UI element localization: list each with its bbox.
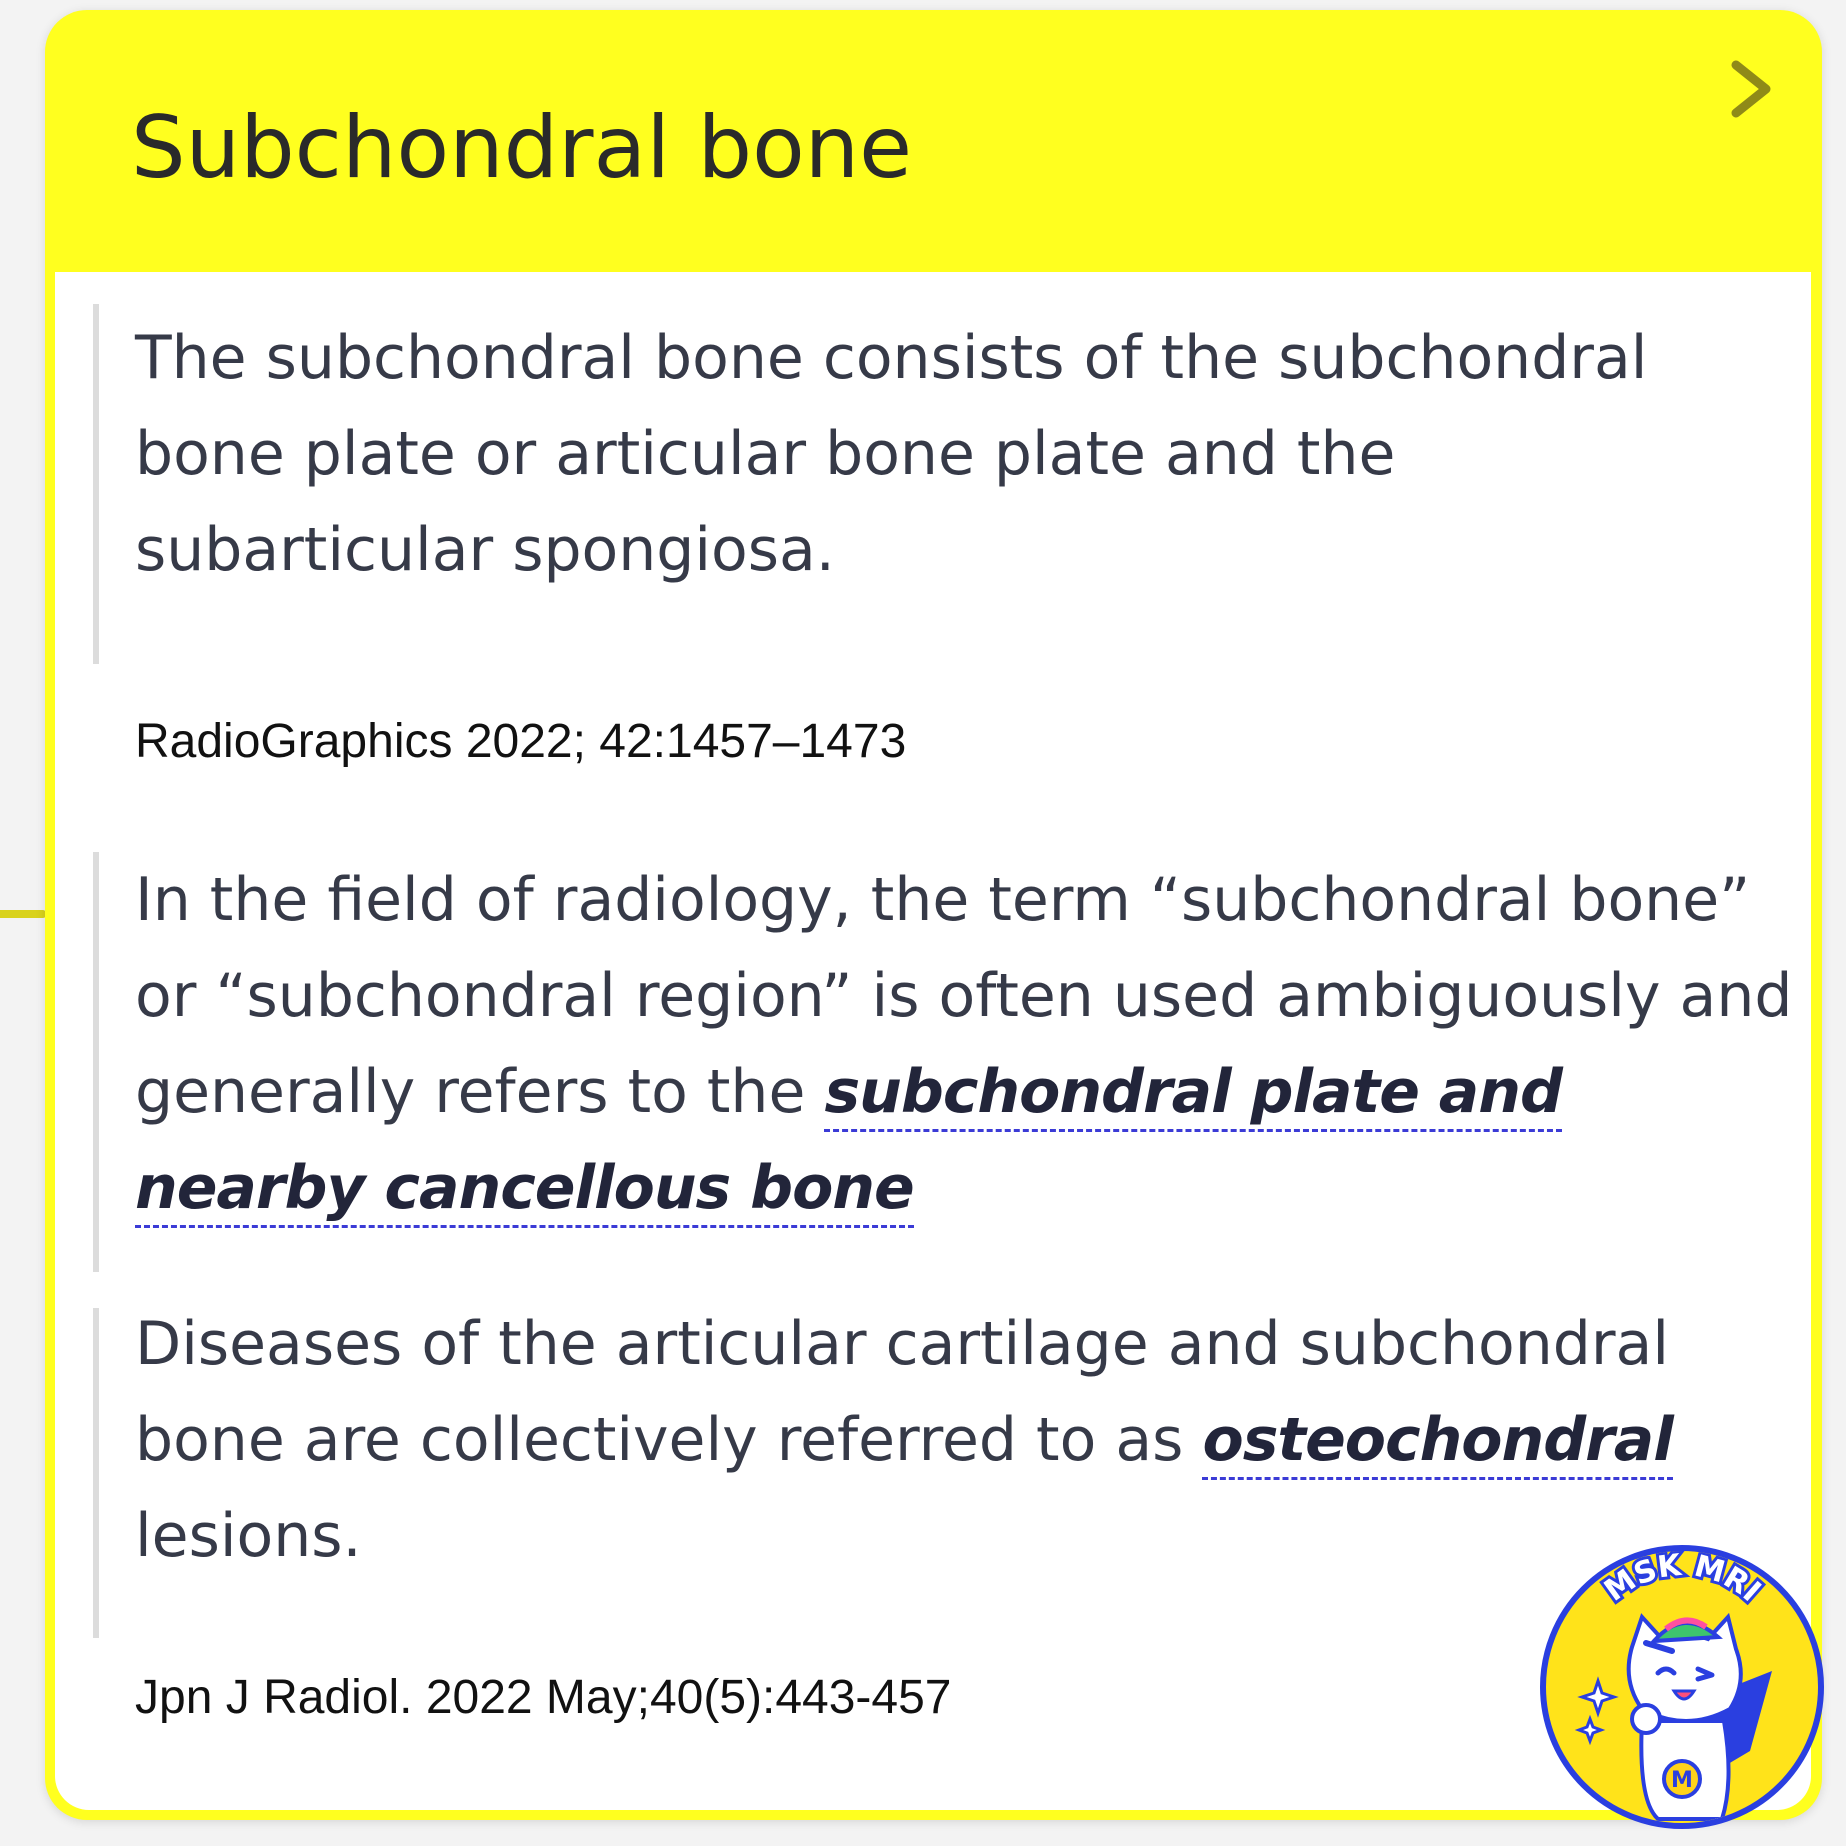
emphasis-text: osteochondral: [1202, 1405, 1672, 1480]
quote-text: [135, 1296, 1793, 1584]
card-header: [45, 10, 1822, 272]
card-body: [55, 272, 1811, 1810]
expand-button[interactable]: [1716, 48, 1786, 130]
connector-line: [0, 910, 46, 918]
card-title: Subchondral bone: [131, 98, 913, 198]
note-card: [45, 10, 1822, 1820]
cat-mascot-icon: [1546, 1551, 1818, 1823]
quote-text: [135, 852, 1793, 1236]
quote-text-part: In the field of radiology, the term “subchondral bone” or “subchondral region” is often used ambiguously and generally refers to the: [135, 865, 1793, 1127]
citation: Jpn J Radiol. 2022 May;40(5):443-457: [135, 1671, 952, 1724]
msk-mri-logo: [1540, 1545, 1824, 1829]
citation: RadioGraphics 2022; 42:1457–1473: [135, 715, 907, 768]
quote-block: [93, 852, 1793, 1272]
emphasis-text: subchondral plate and nearby cancellous bone: [135, 1057, 1562, 1228]
svg-text:MSK MRI: [1598, 1551, 1767, 1609]
quote-text-part: Diseases of the articular cartilage and subchondral bone are collectively referred to as: [135, 1309, 1669, 1475]
quote-block: [93, 1308, 1793, 1638]
quote-text-part: lesions.: [135, 1501, 362, 1571]
chevron-right-icon: [1728, 59, 1774, 119]
logo-text: MSK MRI: [1598, 1551, 1768, 1609]
quote-text: The subchondral bone consists of the subchondral bone plate or articular bone plate and the subarticular spongiosa.: [135, 323, 1648, 585]
badge-letter: M: [1671, 1768, 1693, 1793]
quote-block: [93, 304, 1693, 664]
